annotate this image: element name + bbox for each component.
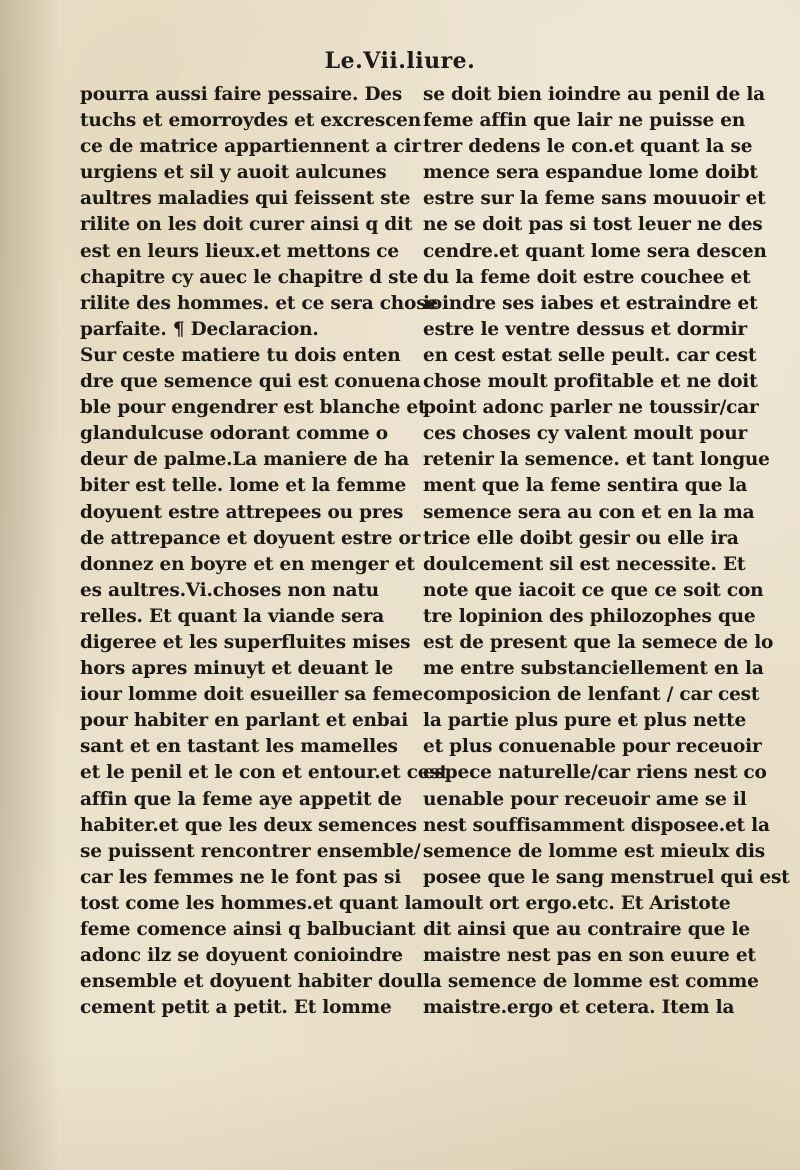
text-line: ment que la feme sentira que la — [423, 475, 748, 497]
text-line: deur de palme.La maniere de ha — [80, 449, 410, 471]
text-line: Sur ceste matiere tu dois enten — [80, 344, 401, 366]
text-line: rilite des hommes. et ce sera chose — [80, 292, 438, 314]
text-line: estre sur la feme sans mouuoir et — [423, 188, 766, 210]
text-line: semence sera au con et en la ma — [423, 501, 755, 523]
text-line: moult ort ergo.etc. Et Aristote — [423, 892, 731, 914]
running-head: Le.Vii.liure. — [324, 48, 476, 74]
text-line: et le penil et le con et entour.et cest — [80, 762, 448, 784]
text-line: ces choses cy valent moult pour — [423, 423, 748, 445]
text-line: pourra aussi faire pessaire. Des — [80, 84, 403, 105]
text-line: nest souffisamment disposee.et la — [423, 814, 770, 836]
text-line: rilite on les doit curer ainsi q dit — [80, 214, 413, 236]
text-line: maistre nest pas en son euure et — [423, 945, 756, 967]
text-line: urgiens et sil y auoit aulcunes — [80, 162, 387, 184]
text-line: et plus conuenable pour receuoir — [423, 736, 762, 758]
text-line: aultres maladies qui feissent ste — [80, 188, 411, 210]
text-line: ble pour engendrer est blanche et — [80, 397, 427, 419]
text-line: car les femmes ne le font pas si — [80, 866, 402, 888]
text-line: parfaite. ¶ Declaracion. — [80, 318, 319, 340]
text-line: ioindre ses iabes et estraindre et — [423, 292, 758, 314]
text-line: doyuent estre attrepees ou pres — [80, 501, 404, 523]
text-line: se puissent rencontrer ensemble/ — [80, 840, 421, 862]
text-line: digeree et les superfluites mises — [80, 631, 411, 653]
text-line: en cest estat selle peult. car cest — [423, 344, 757, 366]
text-line: glandulcuse odorant comme o — [80, 423, 388, 445]
text-line: trer dedens le con.et quant la se — [423, 136, 753, 158]
text-line: chapitre cy auec le chapitre d ste — [80, 266, 419, 288]
text-line: composicion de lenfant / car cest — [423, 684, 760, 706]
text-line: estre le ventre dessus et dormir — [423, 318, 747, 340]
text-line: la semence de lomme est comme — [423, 971, 759, 993]
text-line: retenir la semence. et tant longue — [423, 449, 770, 471]
text-line: affin que la feme aye appetit de — [80, 788, 402, 810]
text-line: tre lopinion des philozophes que — [423, 605, 756, 627]
text-line: ensemble et doyuent habiter doul — [80, 971, 423, 993]
text-line: dre que semence qui est conuena — [80, 371, 421, 393]
text-line: es aultres.Vi.choses non natu — [80, 579, 379, 601]
text-line: chose moult profitable et ne doit — [423, 371, 758, 393]
text-line: habiter.et que les deux semences — [80, 814, 417, 836]
binding-gutter-shadow — [0, 0, 60, 1170]
text-line: adonc ilz se doyuent conioindre — [80, 945, 403, 967]
text-line: pour habiter en parlant et enbai — [80, 710, 409, 732]
text-line: hors apres minuyt et deuant le — [80, 658, 394, 680]
text-line: cendre.et quant lome sera descen — [423, 240, 767, 262]
text-line: sant et en tastant les mamelles — [80, 736, 398, 758]
text-line: iour lomme doit esueiller sa feme — [80, 684, 423, 706]
text-line: me entre substanciellement en la — [423, 658, 764, 680]
left-text-column — [80, 82, 448, 1021]
text-line: trice elle doibt gesir ou elle ira — [423, 527, 739, 549]
text-line: donnez en boyre et en menger et — [80, 553, 415, 575]
text-line: est de present que la semece de lo — [423, 631, 774, 653]
text-line: feme comence ainsi q balbuciant — [80, 919, 416, 940]
text-line: tuchs et emorroydes et excrescen — [80, 110, 421, 132]
text-line: mence sera espandue lome doibt — [423, 162, 758, 184]
text-line: de attrepance et doyuent estre or — [80, 527, 421, 549]
text-line: espece naturelle/car riens nest co — [423, 762, 767, 784]
text-line: la partie plus pure et plus nette — [423, 710, 747, 732]
text-line: posee que le sang menstruel qui est — [423, 866, 790, 888]
right-text-column — [423, 82, 790, 1021]
text-line: du la feme doit estre couchee et — [423, 266, 751, 288]
text-line: point adonc parler ne toussir/car — [423, 397, 759, 419]
text-line: est en leurs lieux.et mettons ce — [80, 240, 399, 262]
text-line: biter est telle. lome et la femme — [80, 475, 407, 497]
text-line: relles. Et quant la viande sera — [80, 605, 385, 627]
text-line: semence de lomme est mieulx dis — [423, 840, 766, 862]
text-line: uenable pour receuoir ame se il — [423, 788, 747, 810]
text-line: maistre.ergo et cetera. Item la — [423, 997, 735, 1019]
text-line: feme affin que lair ne puisse en — [423, 110, 746, 132]
text-line: se doit bien ioindre au penil de la — [423, 84, 765, 105]
text-line: dit ainsi que au contraire que le — [423, 919, 750, 940]
paper-tone — [0, 1050, 800, 1170]
text-line: doulcement sil est necessite. Et — [423, 553, 746, 575]
text-line: ne se doit pas si tost leuer ne des — [423, 214, 763, 236]
text-line: note que iacoit ce que ce soit con — [423, 579, 764, 601]
text-line: tost come les hommes.et quant la — [80, 892, 424, 914]
text-line: ce de matrice appartiennent a cir — [80, 136, 421, 158]
text-line: cement petit a petit. Et lomme — [80, 997, 392, 1019]
